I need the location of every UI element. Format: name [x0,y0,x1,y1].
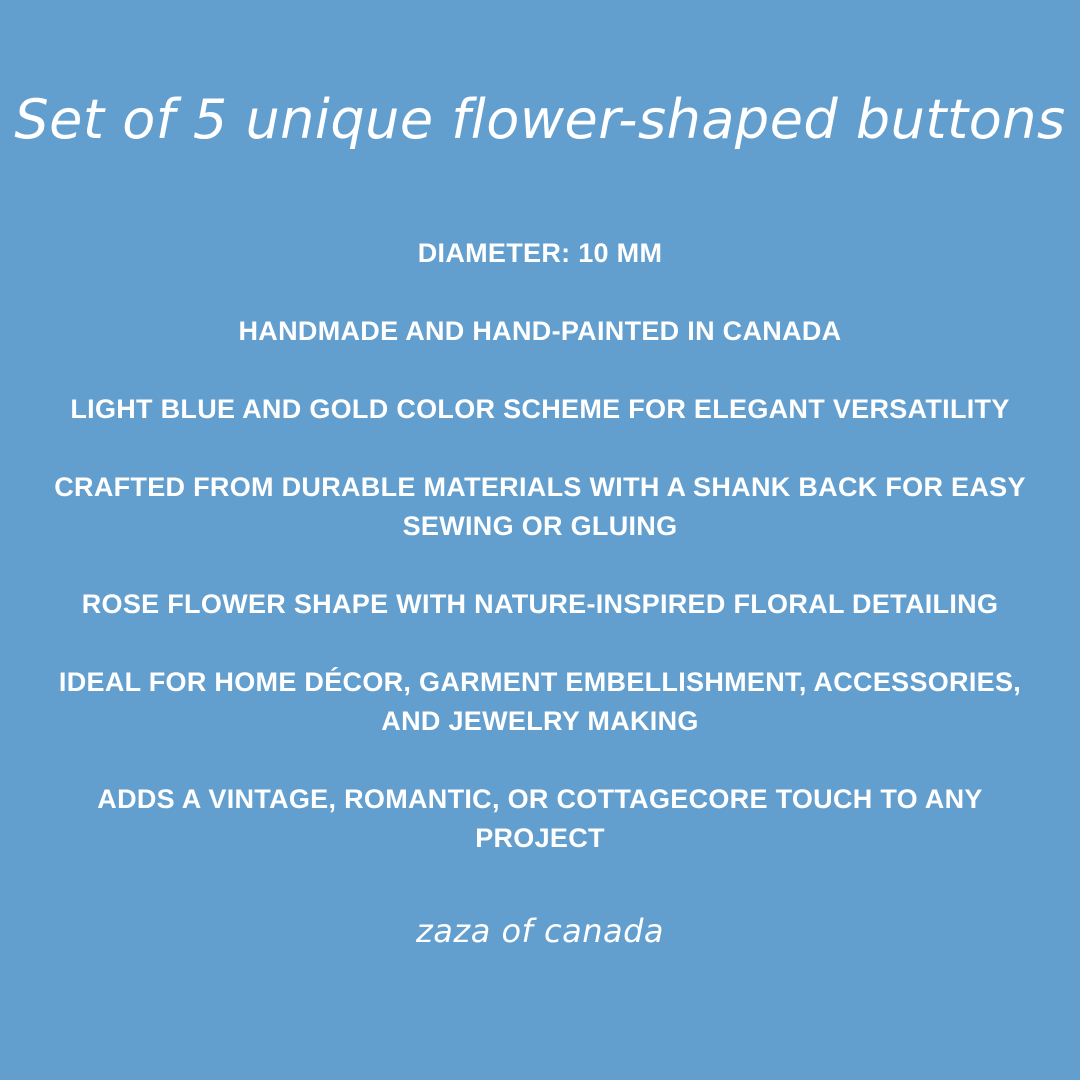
product-title: Set of 5 unique flower-shaped buttons [14,88,1066,151]
feature-shape: ROSE FLOWER SHAPE WITH NATURE-INSPIRED FLORAL DETAILING [81,589,999,619]
feature-diameter: DIAMETER: 10 MM [417,238,663,268]
feature-color-scheme: LIGHT BLUE AND GOLD COLOR SCHEME FOR ELEGANT VERSATILITY [70,394,1010,424]
feature-materials: CRAFTED FROM DURABLE MATERIALS WITH A SHANK BACK FOR EASY SEWING OR GLUING [54,472,1026,541]
brand-name: zaza of canada [415,912,664,950]
feature-style: ADDS A VINTAGE, ROMANTIC, OR COTTAGECORE TOUCH TO ANY PROJECT [97,784,983,853]
feature-handmade: HANDMADE AND HAND-PAINTED IN CANADA [238,316,842,346]
feature-list [40,234,1040,897]
feature-uses: IDEAL FOR HOME DÉCOR, GARMENT EMBELLISHMENT, ACCESSORIES, AND JEWELRY MAKING [58,667,1022,736]
